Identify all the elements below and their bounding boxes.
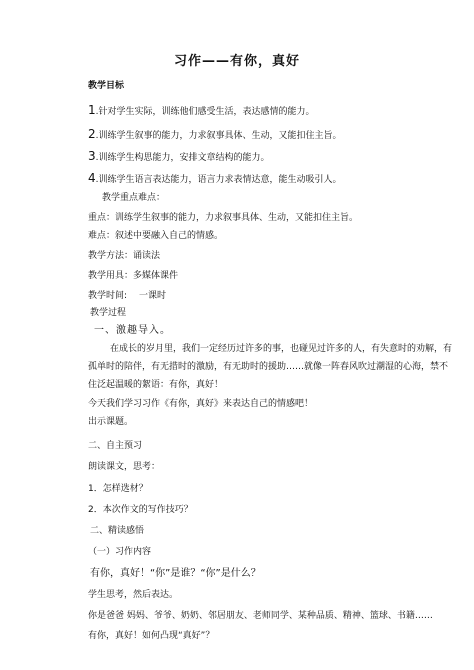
intro-line-2: 孤单时的陪伴，有无措时的激励，有无助时的援助……就像一阵春风吹过潮湿的心海，禁不 (88, 362, 449, 372)
objective-3 (88, 150, 270, 163)
keypoints-heading: 教学重点难点： (102, 193, 166, 203)
show-topic: 出示课题。 (88, 417, 134, 427)
objective-number: 1 (88, 103, 96, 117)
objective-text: .训练学生叙事的能力，力求叙事具体、生动，又能扣住主旨。 (95, 131, 342, 141)
read-text: 朗读课文，思考： (88, 462, 161, 472)
section-2-heading: 二、自主预习 (88, 441, 143, 451)
objective-number: 4 (88, 171, 96, 185)
teaching-time (88, 292, 166, 301)
objective-text: .训练学生构思能力，安排文章结构的能力。 (95, 153, 270, 163)
difficulty: 难点：叙述中要融入自己的情感。 (88, 231, 224, 241)
objective-text: .针对学生实际，训练他们感受生活，表达感情的能力。 (95, 107, 315, 117)
objective-text: .训练学生语言表达能力，语言力求表情达意，能生动吸引人。 (95, 175, 342, 185)
teaching-process: 教学过程 (90, 308, 127, 318)
teaching-method: 教学方法：诵读法 (88, 251, 161, 261)
subsection-1-heading: （一）习作内容 (88, 547, 152, 557)
intro-line-1: 在成长的岁月里，我们一定经历过许多的事，也碰见过许多的人，有失意时的劝解，有 (110, 344, 453, 354)
section-1-heading: 一、激趣导入。 (94, 325, 171, 336)
objective-2 (88, 128, 342, 141)
today-line: 今天我们学习习作《有你，真好》来表达自己的情感吧！ (88, 399, 314, 409)
page-title: 习作——有你，真好 (173, 54, 300, 69)
question-1: 1．怎样选材？ (88, 484, 148, 494)
teaching-tools: 教学用具：多媒体课件 (88, 271, 179, 281)
objective-number: 2 (88, 127, 96, 141)
objective-1 (88, 104, 315, 117)
question-2: 2．本次作文的写作技巧？ (88, 505, 193, 515)
time-label: 教学时间: (88, 291, 128, 301)
objective-number: 3 (88, 149, 96, 163)
objectives-heading: 教学目标 (88, 81, 125, 91)
last-line: 有你，真好！如何凸现“真好”？ (88, 631, 215, 641)
objective-4 (88, 172, 342, 185)
big-question: 有你，真好！“你”是谁？“你”是什么？ (90, 568, 261, 579)
intro-line-3: 住泛起温暖的絮语：有你，真好！ (88, 380, 224, 390)
answer-line: 你是爸爸 妈妈、爷爷、奶奶、邻居朋友、老师同学、某种品质、精神、篮球、书籍…… (88, 611, 433, 621)
time-value: 一课时 (139, 291, 167, 301)
student-think: 学生思考，然后表达。 (88, 590, 179, 600)
section-3-heading: 二、精读感悟 (90, 526, 145, 536)
key-point: 重点：训练学生叙事的能力，力求叙事具体、生动，又能扣住主旨。 (88, 213, 359, 223)
